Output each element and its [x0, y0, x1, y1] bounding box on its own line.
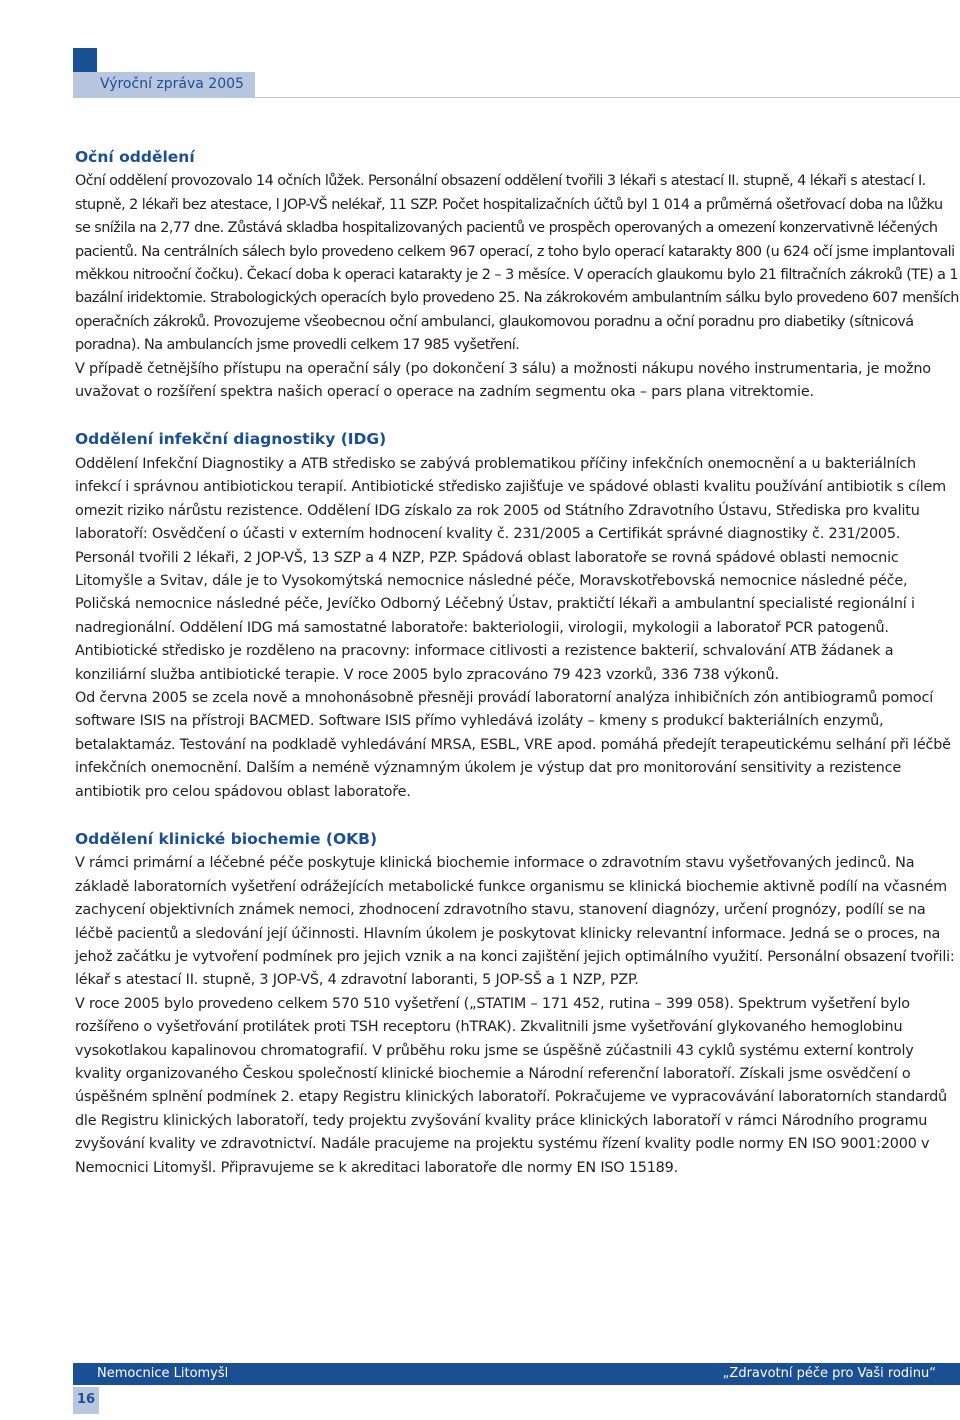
footer-hospital-name: Nemocnice Litomyšl — [97, 1366, 229, 1381]
header-logo-square — [73, 48, 97, 72]
section-paragraph: Oddělení Infekční Diagnostiky a ATB středisko se zabývá problematikou příčiny infekčních onemocnění a u bakteriálních infekcí i správnou antibiotickou terapií. Antibiotické středisko zajišťuje ve spádové oblasti kvalitu používání antibiotik s cílem omezit riziko nárůstu rezistence. Oddělení IDG získalo za rok 2005 od Státního Zdravotního Ústavu, Střediska pro kvalitu laboratoří: Osvědčení o účasti v externím hodnocení kvality č. 231/2005 a Certifikát správné diagnostiky č. 231/2005. Personál tvořili 2 lékaři, 2 JOP-VŠ, 13 SZP a 4 NZP, PZP. Spádová oblast laboratoře se rovná spádové oblasti nemocnic Litomyšle a Svitav, dále je to Vysokomýtská nemocnice následné péče, Moravskotřebovská nemocnice následné péče, Poličská nemocnice následné péče, Jevíčko Odborný Léčebný Ústav, praktičtí lékaři a ambulantní specialisté regionální i nadregionální. Oddělení IDG má samostatné laboratoře: bakteriologii, virologii, mykologii a laboratoř PCR patogenů. Antibiotické středisko je rozděleno na pracovny: informace citlivosti a rezistence bakterií, schvalování ATB žádanek a konziliární služba antibiotické terapie. V roce 2005 bylo zpracováno 79 423 vzorků, 336 738 výkonů. — [75, 455, 946, 683]
section-heading: Oddělení klinické biochemie (OKB) — [75, 829, 378, 848]
section-paragraph: V případě četnějšího přístupu na operační sály (po dokončení 3 sálu) a možnosti nákupu nového instrumentaria, je možno uvažovat o rozšíření spektra našich operací o operace na zadním segmentu oka – pars plana vitrektomie. — [75, 360, 931, 401]
report-title: Výroční zpráva 2005 — [100, 76, 244, 92]
section-klinicka-biochemie — [75, 828, 960, 1180]
page-content — [75, 146, 960, 1204]
section-ocni-oddeleni — [75, 146, 960, 404]
section-paragraph: V rámci primární a léčebné péče poskytuje klinická biochemie informace o zdravotním stavu vyšetřovaných jedinců. Na základě laboratorních vyšetření odrážejících metabolické funkce organismu se klinická biochemie aktivně podílí na včasném zachycení objektivních známek nemoci, zhodnocení zdravotního stavu, stanovení diagnózy, určení prognózy, podílí se na léčbě pacientů a sledování její účinnosti. Hlavním úkolem je poskytovat klinicky relevantní informace. Jedná se o proces, na jehož začátku je vytvoření podmínek pro jejich vznik a na konci zajištění jejich optimálního využití. Personální obsazení tvořili: lékař s atestací II. stupně, 3 JOP-VŠ, 4 zdravotní laboranti, 5 JOP-SŠ a 1 NZP, PZP. — [75, 855, 955, 989]
section-paragraph: Oční oddělení provozovalo 14 očních lůžek. Personální obsazení oddělení tvořili 3 lékaři s atestací II. stupně, 4 lékaři s atestací I. stupně, 2 lékaři bez atestace, l JOP-VŠ nelékař, 11 SZP. Počet hospitalizačních účtů byl 1 014 a průměrná ošetřovací doba na lůžku se snížila na 2,77 dne. Zůstává skladba hospitalizovaných pacientů ve prospěch operovaných a omezení konzervativně léčených pacientů. Na centrálních sálech bylo provedeno celkem 967 operací, z toho bylo operací katarakty 800 (u 624 očí jsme implantovali měkkou nitrooční čočku). Čekací doba k operaci katarakty je 2 – 3 měsíce. V operacích glaukomu bylo 21 filtračních zákroků (TE) a 1 bazální iridektomie. Strabologických operacích bylo provedeno 25. Na zákrokovém ambulantním sálku bylo provedeno 607 menších operačních zákroků. Provozujeme všeobecnou oční ambulanci, glaukomovou poradnu a oční poradnu pro diabetiky (sítnicová poradna). Na ambulancích jsme provedli celkem 17 985 vyšetření. — [75, 173, 959, 354]
header-rule — [255, 97, 960, 98]
footer-slogan: „Zdravotní péče pro Vaši rodinu“ — [722, 1366, 936, 1381]
section-paragraph: Od června 2005 se zcela nově a mnohonásobně přesněji provádí laboratorní analýza inhibičních zón antibiogramů pomocí software ISIS na přístroji BACMED. Software ISIS přímo vyhledává izoláty – kmeny s produkcí bakteriálních enzymů, betalaktamáz. Testování na podkladě vyhledávání MRSA, ESBL, VRE apod. pomáhá předejít terapeutickému selhání při léčbě infekčních onemocnění. Dalším a neméně významným úkolem je výstup dat pro monitorování sensitivity a rezistence antibiotik pro celou spádovou oblast laboratoře. — [75, 689, 951, 800]
section-infekcni-diagnostika — [75, 428, 960, 804]
section-heading: Oddělení infekční diagnostiky (IDG) — [75, 430, 387, 449]
section-heading: Oční oddělení — [75, 148, 195, 166]
section-paragraph: V roce 2005 bylo provedeno celkem 570 510 vyšetření („STATIM – 171 452, rutina – 399 058). Spektrum vyšetření bylo rozšířeno o vyšetřování protilátek proti TSH receptoru (hTRAK). Zkvalitnili jsme vyšetřování glykovaného hemoglobinu vysokotlakou kapalinovou chromatografií. V průběhu roku jsme se úspěšně zúčastnili 43 cyklů systému externí kontroly kvality organizovaného Českou společností klinické biochemie a Národní referenční laboratoří. Získali jsme osvědčení o úspěšném splnění podmínek 2. etapy Registru klinických laboratoří. Pokračujeme ve vypracovávání laboratorních standardů dle Registru klinických laboratoří, tedy projektu zvyšování kvality práce klinických laboratoří v rámci Národního programu zvyšování kvality ve zdravotnictví. Nadále pracujeme na projektu systému řízení kvality podle normy EN ISO 9001:2000 v Nemocnici Litomyšl. Připravujeme se k akreditaci laboratoře dle normy EN ISO 15189. — [75, 995, 947, 1176]
page-number: 16 — [76, 1392, 96, 1407]
